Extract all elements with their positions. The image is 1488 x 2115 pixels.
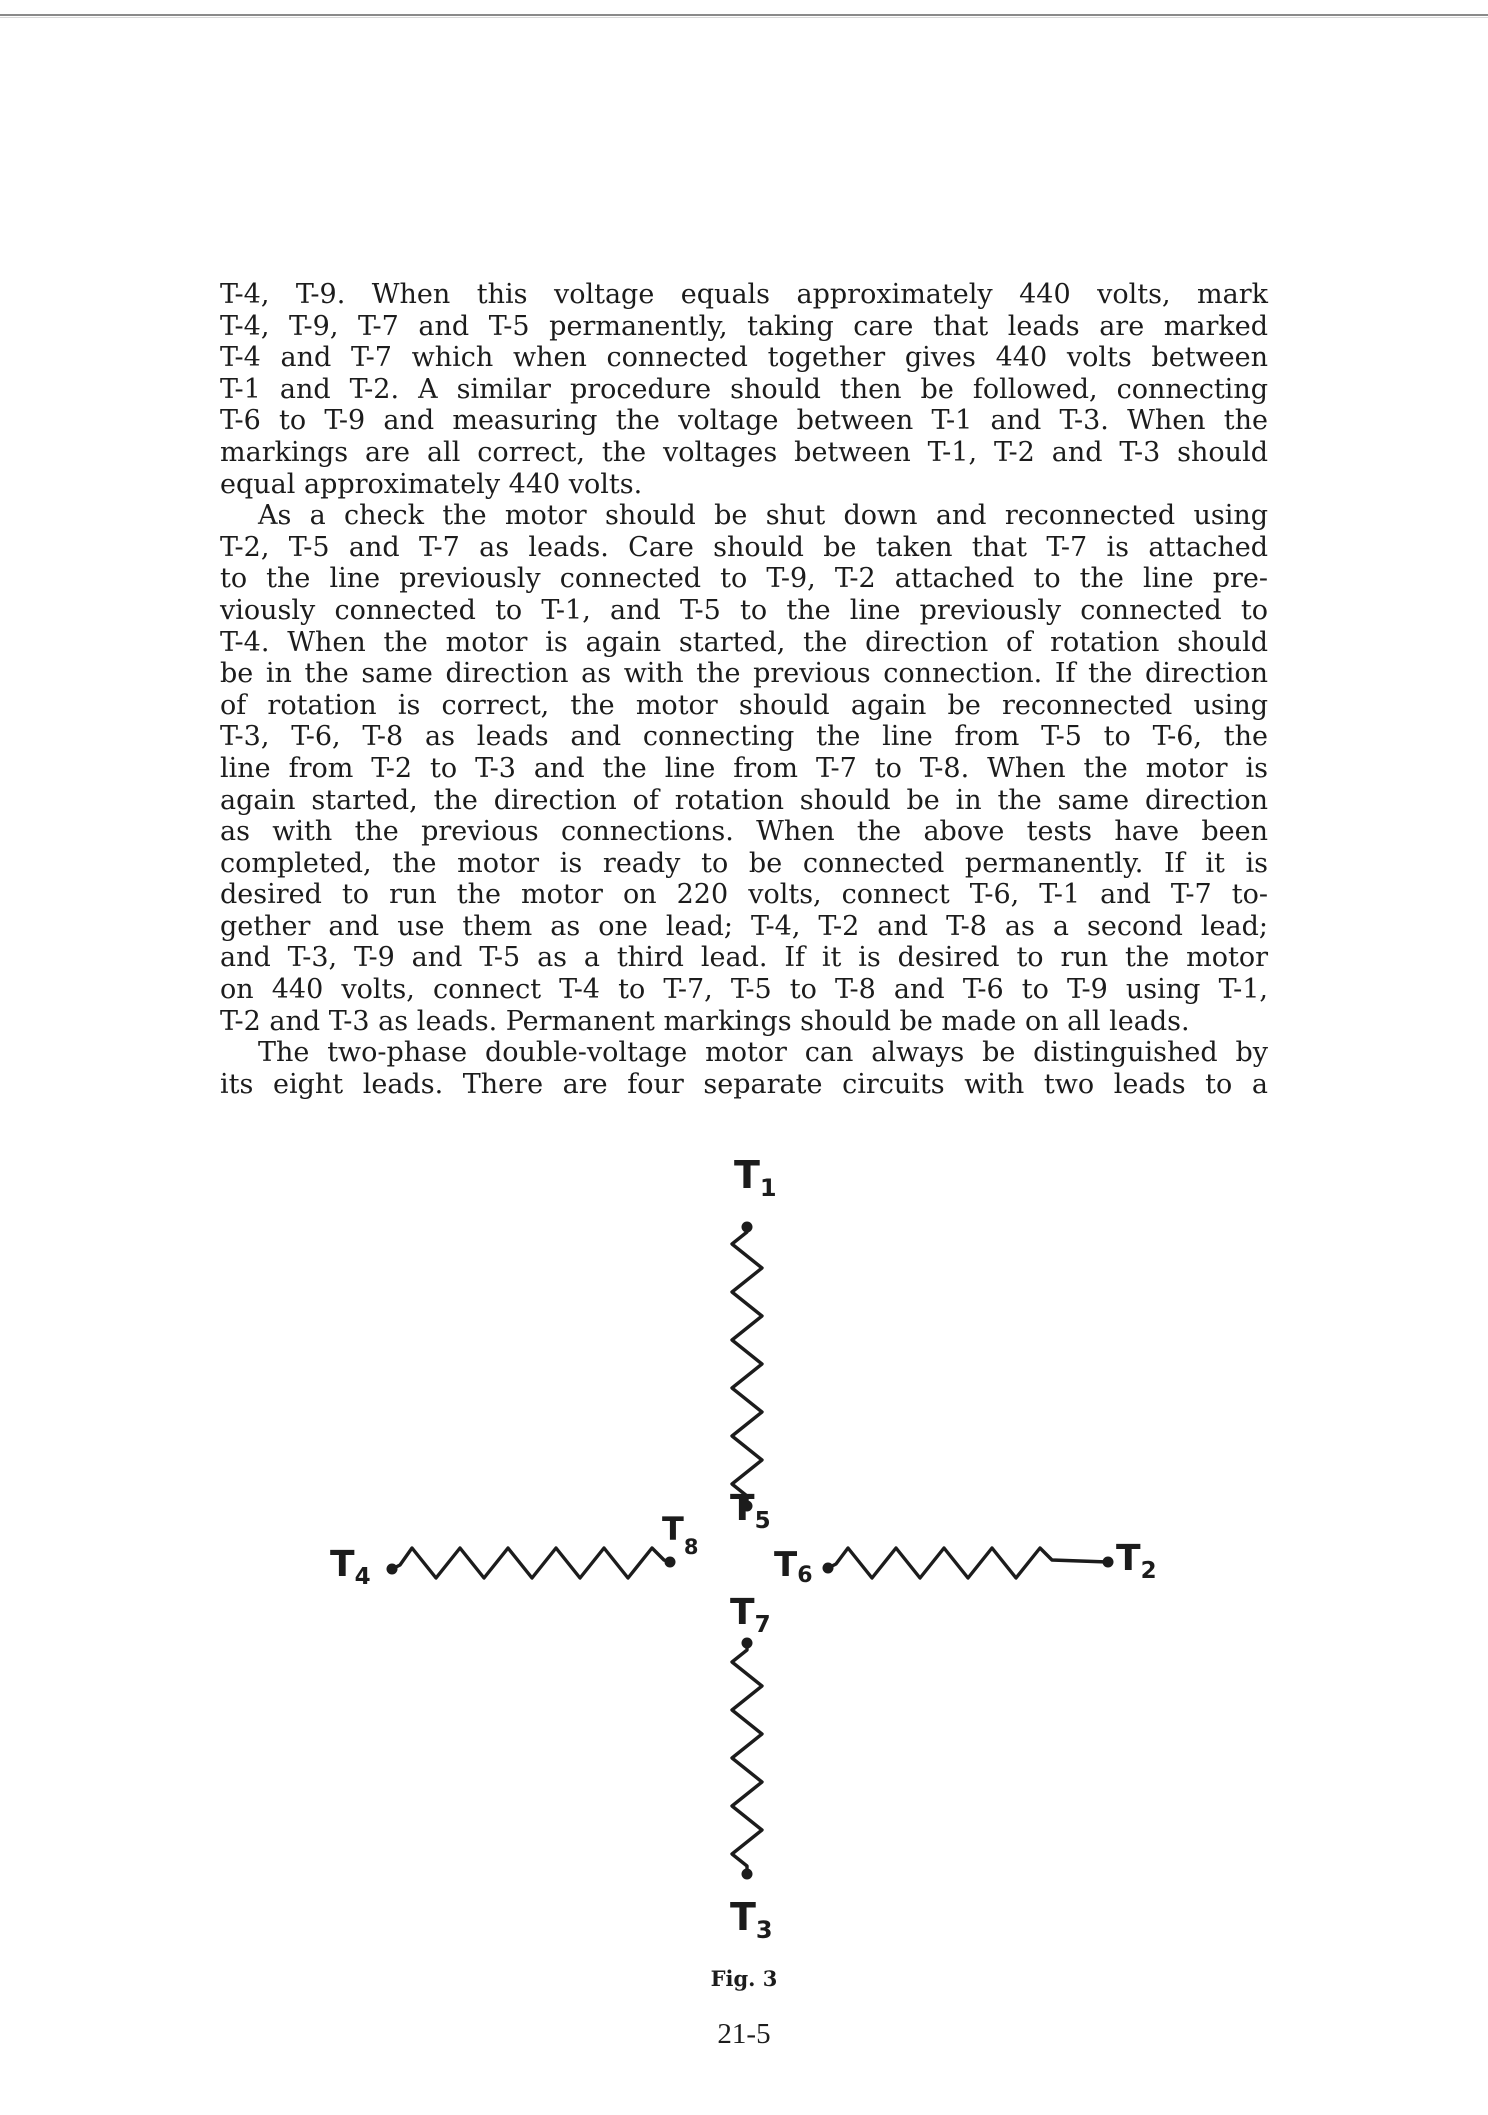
t3-label: $T_3$ <box>730 1895 773 1944</box>
text-line: T-3, T-6, T-8 as leads and connecting the line from T-5 to T-6, the <box>220 721 1268 753</box>
text-line: T-2 and T-3 as leads. Permanent markings should be made on all leads. <box>220 1005 1190 1037</box>
top-winding <box>732 1227 762 1506</box>
text-line: The two-phase double-voltage motor can always be distinguished by <box>258 1037 1268 1069</box>
text-line: be in the same direction as with the previous connection. If the direction <box>220 658 1268 690</box>
t6-terminal-dot <box>823 1563 834 1574</box>
winding-diagram-svg <box>300 1140 1200 1960</box>
text-line: T-4 and T-7 which when connected together gives 440 volts between <box>220 342 1268 374</box>
top-edge-rule <box>0 14 1488 16</box>
top-edge-rule-shadow <box>0 17 1488 18</box>
text-line: T-2, T-5 and T-7 as leads. Care should be taken that T-7 is attached <box>220 531 1268 563</box>
text-line: to the line previously connected to T-9, T-2 attached to the line pre- <box>220 563 1268 595</box>
winding-diagram <box>300 1140 1200 1960</box>
text-line: T-4, T-9. When this voltage equals approximately 440 volts, mark <box>220 279 1268 310</box>
text-line: on 440 volts, connect T-4 to T-7, T-5 to T-8 and T-6 to T-9 using T-1, <box>220 974 1268 1006</box>
text-line: its eight leads. There are four separate circuits with two leads to a <box>220 1068 1268 1100</box>
t1-label: $T_1$ <box>734 1153 777 1202</box>
text-line: and T-3, T-9 and T-5 as a third lead. If it is desired to run the motor <box>220 942 1268 974</box>
text-line: T-6 to T-9 and measuring the voltage between T-1 and T-3. When the <box>220 405 1268 437</box>
text-line: T-4. When the motor is again started, the direction of rotation should <box>220 626 1268 658</box>
t4-label: $T_4$ <box>330 1544 371 1590</box>
bottom-winding <box>732 1643 762 1874</box>
text-line: of rotation is correct, the motor should again be reconnected using <box>220 689 1268 721</box>
t6-label: T6 <box>774 1545 813 1588</box>
text-line: again started, the direction of rotation should be in the same direction <box>220 784 1268 816</box>
t7-label: $T_7$ <box>730 1592 771 1638</box>
page-number: 21-5 <box>717 2018 771 2050</box>
text-line: markings are all correct, the voltages between T-1, T-2 and T-3 should <box>220 436 1268 468</box>
text-line: desired to run the motor on 220 volts, connect T-6, T-1 and T-7 to- <box>220 879 1268 911</box>
text-line: completed, the motor is ready to be connected permanently. If it is <box>220 847 1268 879</box>
right-winding <box>828 1548 1108 1578</box>
t4-terminal-dot <box>387 1564 398 1575</box>
text-line: equal approximately 440 volts. <box>220 468 643 500</box>
body-text <box>220 279 1268 1100</box>
t2-terminal-dot <box>1103 1557 1114 1568</box>
text-line: line from T-2 to T-3 and the line from T-7 to T-8. When the motor is <box>220 752 1268 784</box>
t5-label: $T_5$ <box>730 1488 771 1534</box>
text-line: As a check the motor should be shut down and reconnected using <box>258 500 1268 532</box>
text-line: T-1 and T-2. A similar procedure should then be followed, connecting <box>220 373 1268 405</box>
t7-terminal-dot <box>742 1638 753 1649</box>
left-winding <box>392 1548 670 1578</box>
t1-terminal-dot <box>742 1222 753 1233</box>
text-line: viously connected to T-1, and T-5 to the line previously connected to <box>220 594 1268 626</box>
text-line: as with the previous connections. When the above tests have been <box>220 816 1268 848</box>
text-line: T-4, T-9, T-7 and T-5 permanently, taking care that leads are marked <box>220 310 1268 342</box>
text-line: gether and use them as one lead; T-4, T-2 and T-8 as a second lead; <box>220 910 1268 942</box>
t3-terminal-dot <box>742 1869 753 1880</box>
t8-label: $T_8$ <box>662 1510 699 1559</box>
figure-caption: Fig. 3 <box>710 1966 778 1991</box>
t2-label: $T_2$ <box>1116 1538 1157 1584</box>
t8-terminal-dot <box>665 1557 676 1568</box>
